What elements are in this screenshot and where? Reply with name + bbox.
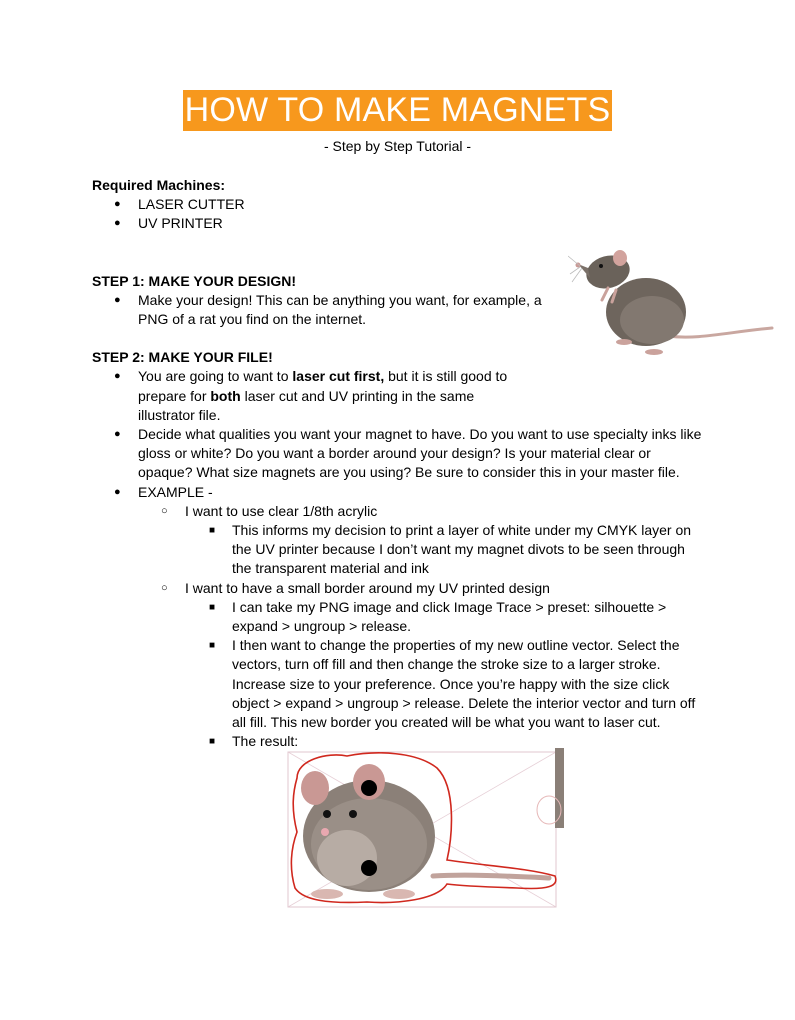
step2-heading: STEP 2: MAKE YOUR FILE! [92,349,273,366]
title-wrap [0,90,795,131]
page-subtitle: - Step by Step Tutorial - [323,138,472,154]
list-item: ● UV PRINTER [92,214,702,233]
example-list [138,502,702,752]
step2-b1-mid: but it is still good to prepare for [138,368,508,404]
list-item: ● LASER CUTTER [92,195,702,214]
step2-b1-bold2: both [210,387,241,404]
list-item [92,425,702,483]
page-title: HOW TO MAKE MAGNETS [184,91,611,129]
step1-text: Make your design! This can be anything you want, for example, a PNG of a rat you find on the internet. [138,291,542,328]
step2-b1-pre: You are going to want to [138,368,293,385]
list-item: ■ This informs my decision to print a layer of white under my CMYK layer on the UV printer because I don’t want my magnet divots to be seen through the transparent material and ink [185,521,702,579]
list-item: ■ The result: [185,732,702,751]
result-rat-outline-image [287,748,564,910]
example2-sublist [185,598,702,752]
list-item [92,367,702,425]
step2-b1-post: laser cut and UV printing in the same illustrator file. [138,387,475,423]
standing-rat-image [568,244,774,362]
list-item [138,502,702,579]
step2-b2: Decide what qualities you want your magnet to have. Do you want to use specialty inks like gloss or white? Do you want a border around your design? Is your material clear or opaque? What size magnets are you using? Be sure to consider this in your master file. [138,426,702,481]
list-item: ■ I can take my PNG image and click Image Trace > preset: silhouette > expand > ungroup > release. [185,598,702,636]
list-item [92,483,702,752]
step2-b3: EXAMPLE - [138,483,213,500]
example1-sublist [185,521,702,579]
list-item: ■ I then want to change the properties of my new outline vector. Select the vectors, turn off fill and then change the stroke size to a larger stroke. Increase size to your preference. Once you’re happy with the size click object > expand > ungroup > release. Delete the interior vector and turn off all fill. This new border you created will be what you want to laser cut. [185,636,702,732]
list-item [138,579,702,752]
required-list [92,195,702,233]
example2: I want to have a small border around my UV printed design [185,579,550,596]
step2-b1-bold1: laser cut first, [292,368,385,385]
step1-heading: STEP 1: MAKE YOUR DESIGN! [92,272,297,289]
required-heading: Required Machines: [92,177,226,193]
example1: I want to use clear 1/8th acrylic [185,502,378,519]
step2-list [92,367,702,751]
